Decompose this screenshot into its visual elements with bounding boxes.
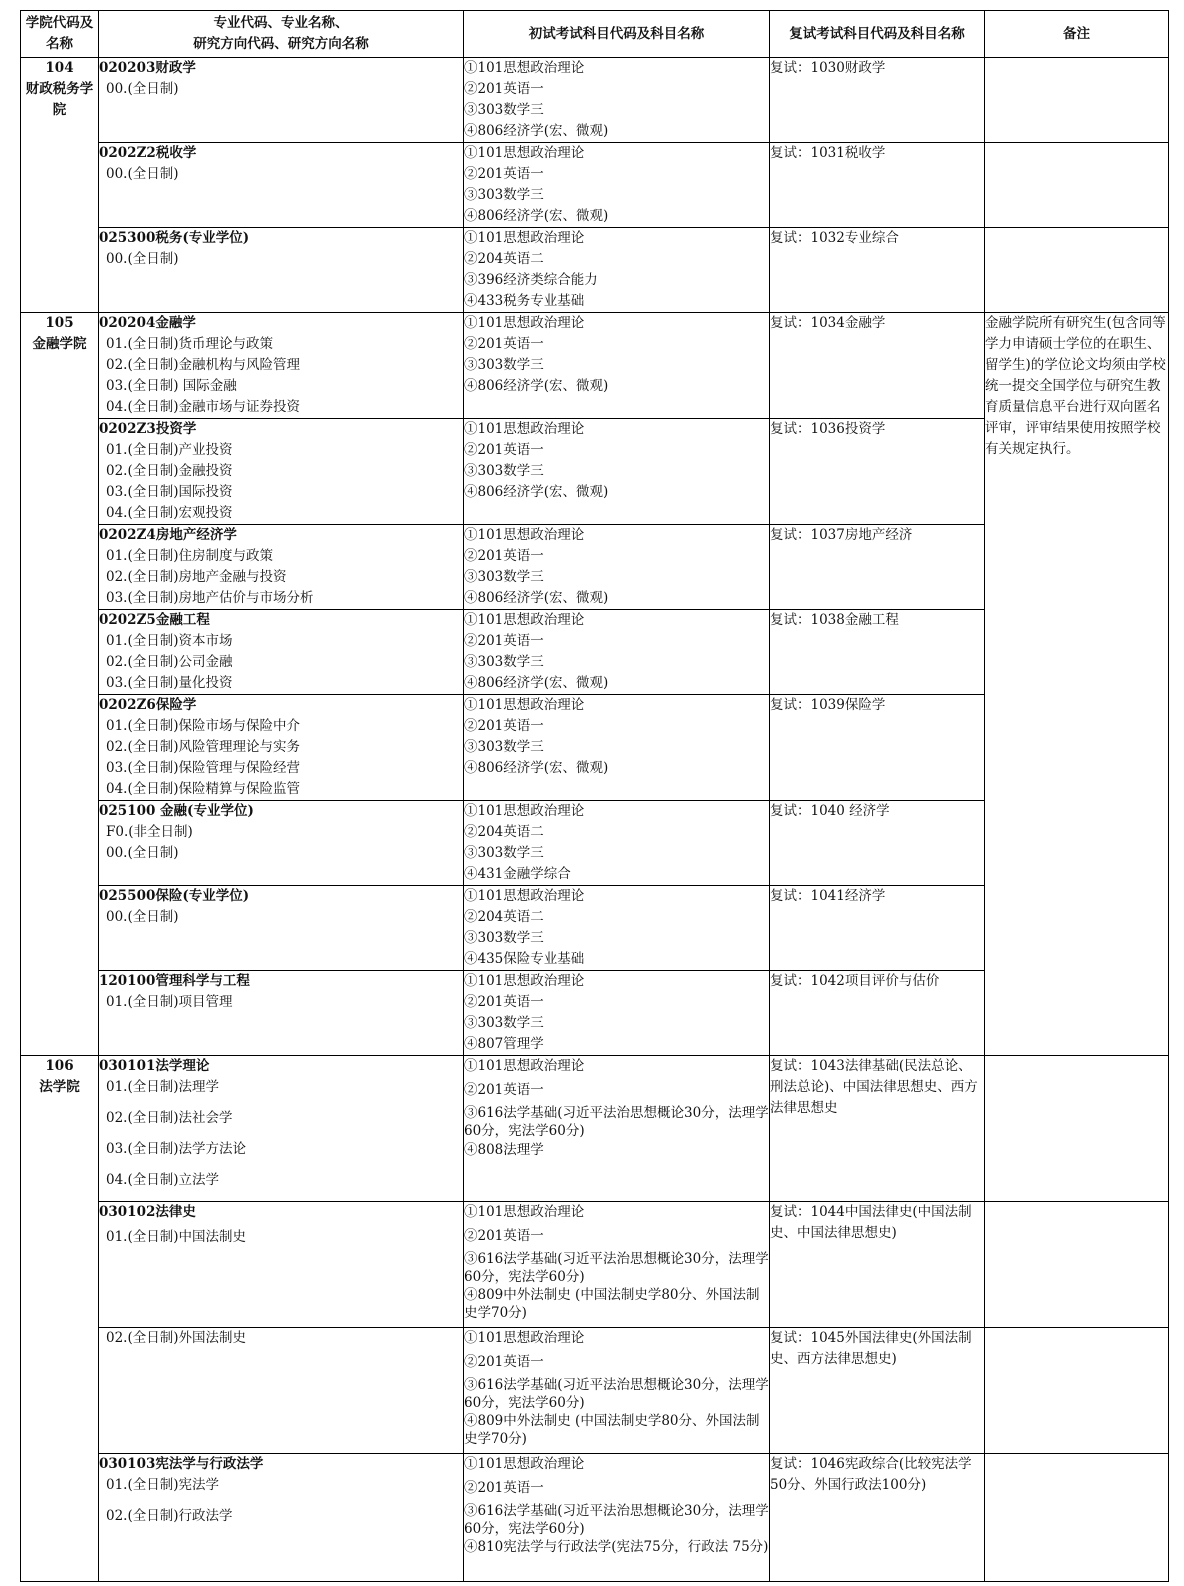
major-title: 025100 金融(专业学位): [99, 803, 254, 819]
prelim-cell: [464, 1454, 770, 1582]
retest-cell: 复试：1040 经济学: [770, 801, 985, 886]
college-name-line: 财政税务学: [25, 81, 94, 97]
major-cell: [99, 1328, 464, 1454]
retest-cell: 复试：1044中国法律史(中国法制史、中国法律思想史): [770, 1202, 985, 1328]
retest-cell: 复试：1038金融工程: [770, 610, 985, 695]
direction-item: F0.(非全日制): [106, 824, 193, 840]
prelim-subject: ①101思想政治理论: [464, 697, 585, 713]
table-row: [21, 143, 1169, 228]
prelim-subject: ③616法学基础(习近平法治思想概论30分，法理学60分，宪法学60分): [464, 1377, 769, 1411]
direction-item: 00.(全日制): [106, 909, 179, 925]
retest-cell: 复试：1031税收学: [770, 143, 985, 228]
prelim-cell: [464, 1056, 770, 1202]
major-title: 025300税务(专业学位): [99, 230, 250, 246]
major-cell: [99, 419, 464, 525]
prelim-subject: ①101思想政治理论: [464, 1456, 585, 1472]
prelim-subject: ④806经济学(宏、微观): [464, 208, 609, 224]
prelim-subject: ③396经济类综合能力: [464, 272, 598, 288]
prelim-subject: ③616法学基础(习近平法治思想概论30分，法理学60分，宪法学60分): [464, 1251, 769, 1285]
prelim-cell: [464, 886, 770, 971]
prelim-subject: ④433税务专业基础: [464, 293, 585, 309]
college-code: 106: [45, 1058, 74, 1074]
major-title: 0202Z3投资学: [99, 421, 197, 437]
prelim-subject: ①101思想政治理论: [464, 612, 585, 628]
major-cell: [99, 525, 464, 610]
retest-cell: 复试：1045外国法律史(外国法制史、西方法律思想史): [770, 1328, 985, 1454]
prelim-subject: ④807管理学: [464, 1036, 544, 1052]
direction-item: 02.(全日制)法社会学: [106, 1110, 233, 1126]
direction-item: 01.(全日制)中国法制史: [106, 1229, 247, 1245]
direction-item: 03.(全日制)保险管理与保险经营: [106, 760, 301, 776]
prelim-subject: ④809中外法制史 (中国法制史学80分、外国法制史学70分): [464, 1287, 760, 1321]
direction-item: 03.(全日制)量化投资: [106, 675, 233, 691]
prelim-subject: ②201英语一: [464, 1354, 544, 1370]
prelim-cell: [464, 143, 770, 228]
direction-item: 01.(全日制)项目管理: [106, 994, 233, 1010]
prelim-subject: ②204英语二: [464, 909, 544, 925]
prelim-cell: [464, 228, 770, 313]
major-title: 030102法律史: [99, 1204, 196, 1220]
prelim-subject: ①101思想政治理论: [464, 803, 585, 819]
prelim-subject: ②201英语一: [464, 994, 544, 1010]
college-name-line: 院: [52, 102, 67, 118]
major-cell: [99, 58, 464, 143]
major-title: 020203财政学: [99, 60, 196, 76]
remark-cell: [985, 1056, 1169, 1202]
remark-cell: 金融学院所有研究生(包含同等学力申请硕士学位的在职生、留学生)的学位论文均须由学校统一提交全国学位与研究生教育质量信息平台进行双向匿名评审，评审结果使用按照学校有关规定执行。: [985, 313, 1169, 1056]
retest-cell: 复试：1042项目评价与估价: [770, 971, 985, 1056]
prelim-subject: ①101思想政治理论: [464, 1058, 585, 1074]
prelim-cell: [464, 610, 770, 695]
direction-item: 02.(全日制)金融投资: [106, 463, 233, 479]
major-title: 0202Z5金融工程: [99, 612, 210, 628]
direction-item: 01.(全日制)资本市场: [106, 633, 233, 649]
remark-cell: [985, 1202, 1169, 1328]
direction-item: 02.(全日制)外国法制史: [106, 1330, 247, 1346]
prelim-subject: ③303数学三: [464, 569, 544, 585]
prelim-subject: ②204英语二: [464, 251, 544, 267]
direction-item: 04.(全日制)立法学: [106, 1172, 220, 1188]
major-title: 020204金融学: [99, 315, 196, 331]
prelim-subject: ④806经济学(宏、微观): [464, 760, 609, 776]
major-cell: [99, 228, 464, 313]
prelim-subject: ①101思想政治理论: [464, 145, 585, 161]
table-row: [21, 1056, 1169, 1202]
prelim-subject: ①101思想政治理论: [464, 527, 585, 543]
prelim-cell: [464, 1328, 770, 1454]
prelim-subject: ③303数学三: [464, 1015, 544, 1031]
prelim-subject: ②201英语一: [464, 718, 544, 734]
retest-cell: 复试：1036投资学: [770, 419, 985, 525]
header-major: 专业代码、专业名称、 研究方向代码、研究方向名称: [99, 11, 464, 58]
retest-cell: 复试：1041经济学: [770, 886, 985, 971]
college-name-line: 法学院: [39, 1079, 80, 1095]
prelim-subject: ①101思想政治理论: [464, 888, 585, 904]
header-remark: 备注: [985, 11, 1169, 58]
major-cell: [99, 1454, 464, 1582]
prelim-subject: ④435保险专业基础: [464, 951, 585, 967]
prelim-cell: [464, 313, 770, 419]
prelim-subject: ①101思想政治理论: [464, 1204, 585, 1220]
header-row: [21, 11, 1169, 58]
prelim-subject: ④806经济学(宏、微观): [464, 123, 609, 139]
direction-item: 01.(全日制)保险市场与保险中介: [106, 718, 301, 734]
major-title: 0202Z2税收学: [99, 145, 197, 161]
major-title: 025500保险(专业学位): [99, 888, 250, 904]
prelim-cell: [464, 801, 770, 886]
prelim-cell: [464, 419, 770, 525]
prelim-subject: ②201英语一: [464, 442, 544, 458]
prelim-cell: [464, 971, 770, 1056]
direction-item: 03.(全日制) 国际金融: [106, 378, 237, 394]
prelim-subject: ②201英语一: [464, 1082, 544, 1098]
prelim-subject: ④806经济学(宏、微观): [464, 675, 609, 691]
prelim-subject: ③303数学三: [464, 845, 544, 861]
header-retest: 复试考试科目代码及科目名称: [770, 11, 985, 58]
direction-item: 02.(全日制)房地产金融与投资: [106, 569, 287, 585]
direction-item: 00.(全日制): [106, 81, 179, 97]
direction-item: 03.(全日制)国际投资: [106, 484, 233, 500]
major-cell: [99, 610, 464, 695]
major-cell: [99, 1056, 464, 1202]
retest-cell: 复试：1030财政学: [770, 58, 985, 143]
retest-cell: 复试：1046宪政综合(比较宪法学50分、外国行政法100分): [770, 1454, 985, 1582]
prelim-subject: ④806经济学(宏、微观): [464, 484, 609, 500]
retest-cell: 复试：1034金融学: [770, 313, 985, 419]
college-cell: [21, 1056, 99, 1582]
direction-item: 02.(全日制)行政法学: [106, 1508, 233, 1524]
direction-item: 00.(全日制): [106, 251, 179, 267]
direction-item: 04.(全日制)宏观投资: [106, 505, 233, 521]
college-name-line: 金融学院: [32, 336, 87, 352]
college-code: 104: [45, 60, 74, 76]
prelim-subject: ②201英语一: [464, 633, 544, 649]
prelim-subject: ①101思想政治理论: [464, 421, 585, 437]
major-cell: [99, 1202, 464, 1328]
admissions-table: [20, 10, 1169, 1582]
direction-item: 01.(全日制)住房制度与政策: [106, 548, 274, 564]
retest-cell: 复试：1039保险学: [770, 695, 985, 801]
remark-cell: [985, 1328, 1169, 1454]
direction-item: 04.(全日制)金融市场与证券投资: [106, 399, 301, 415]
direction-item: 01.(全日制)宪法学: [106, 1477, 220, 1493]
prelim-subject: ④809中外法制史 (中国法制史学80分、外国法制史学70分): [464, 1413, 760, 1447]
major-cell: [99, 313, 464, 419]
prelim-subject: ①101思想政治理论: [464, 1330, 585, 1346]
direction-item: 01.(全日制)产业投资: [106, 442, 233, 458]
prelim-cell: [464, 525, 770, 610]
prelim-subject: ④431金融学综合: [464, 866, 571, 882]
header-prelim: 初试考试科目代码及科目名称: [464, 11, 770, 58]
major-cell: [99, 971, 464, 1056]
prelim-subject: ③303数学三: [464, 739, 544, 755]
direction-item: 03.(全日制)法学方法论: [106, 1141, 247, 1157]
remark-cell: [985, 143, 1169, 228]
prelim-subject: ③303数学三: [464, 102, 544, 118]
prelim-cell: [464, 58, 770, 143]
prelim-subject: ①101思想政治理论: [464, 230, 585, 246]
prelim-subject: ②201英语一: [464, 548, 544, 564]
prelim-subject: ②204英语二: [464, 824, 544, 840]
college-cell: [21, 313, 99, 1056]
direction-item: 04.(全日制)保险精算与保险监管: [106, 781, 301, 797]
prelim-subject: ②201英语一: [464, 1480, 544, 1496]
direction-item: 01.(全日制)货币理论与政策: [106, 336, 274, 352]
major-title: 0202Z4房地产经济学: [99, 527, 237, 543]
major-cell: [99, 801, 464, 886]
major-cell: [99, 695, 464, 801]
major-cell: [99, 886, 464, 971]
table-row: [21, 58, 1169, 143]
prelim-subject: ③303数学三: [464, 463, 544, 479]
remark-cell: [985, 58, 1169, 143]
table-row: [21, 1202, 1169, 1328]
college-code: 105: [45, 315, 74, 331]
prelim-subject: ④806经济学(宏、微观): [464, 590, 609, 606]
prelim-subject: ③303数学三: [464, 187, 544, 203]
prelim-subject: ①101思想政治理论: [464, 315, 585, 331]
college-cell: [21, 58, 99, 313]
prelim-subject: ③303数学三: [464, 357, 544, 373]
direction-item: 00.(全日制): [106, 845, 179, 861]
retest-cell: 复试：1037房地产经济: [770, 525, 985, 610]
prelim-subject: ③303数学三: [464, 930, 544, 946]
retest-cell: 复试：1043法律基础(民法总论、刑法总论)、中国法律思想史、西方法律思想史: [770, 1056, 985, 1202]
major-title: 030103宪法学与行政法学: [99, 1456, 264, 1472]
prelim-subject: ④810宪法学与行政法学(宪法75分，行政法 75分): [464, 1539, 769, 1555]
retest-cell: 复试：1032专业综合: [770, 228, 985, 313]
major-title: 030101法学理论: [99, 1058, 210, 1074]
major-title: 0202Z6保险学: [99, 697, 197, 713]
direction-item: 02.(全日制)公司金融: [106, 654, 233, 670]
prelim-subject: ④806经济学(宏、微观): [464, 378, 609, 394]
prelim-subject: ②201英语一: [464, 1228, 544, 1244]
direction-item: 01.(全日制)法理学: [106, 1079, 220, 1095]
major-cell: [99, 143, 464, 228]
header-college: 学院代码及 名称: [21, 11, 99, 58]
direction-item: 02.(全日制)金融机构与风险管理: [106, 357, 301, 373]
prelim-subject: ②201英语一: [464, 166, 544, 182]
table-row: [21, 1328, 1169, 1454]
prelim-subject: ②201英语一: [464, 81, 544, 97]
prelim-subject: ①101思想政治理论: [464, 973, 585, 989]
remark-cell: [985, 228, 1169, 313]
remark-cell: [985, 1454, 1169, 1582]
prelim-subject: ③616法学基础(习近平法治思想概论30分，法理学60分，宪法学60分): [464, 1503, 769, 1537]
prelim-subject: ②201英语一: [464, 336, 544, 352]
table-row: [21, 228, 1169, 313]
prelim-subject: ③616法学基础(习近平法治思想概论30分，法理学60分，宪法学60分): [464, 1105, 769, 1139]
prelim-subject: ④808法理学: [464, 1142, 544, 1158]
major-title: 120100管理科学与工程: [99, 973, 250, 989]
direction-item: 02.(全日制)风险管理理论与实务: [106, 739, 301, 755]
table-row: [21, 313, 1169, 419]
prelim-subject: ③303数学三: [464, 654, 544, 670]
prelim-cell: [464, 1202, 770, 1328]
direction-item: 00.(全日制): [106, 166, 179, 182]
table-row: [21, 1454, 1169, 1582]
prelim-cell: [464, 695, 770, 801]
direction-item: 03.(全日制)房地产估价与市场分析: [106, 590, 314, 606]
prelim-subject: ①101思想政治理论: [464, 60, 585, 76]
